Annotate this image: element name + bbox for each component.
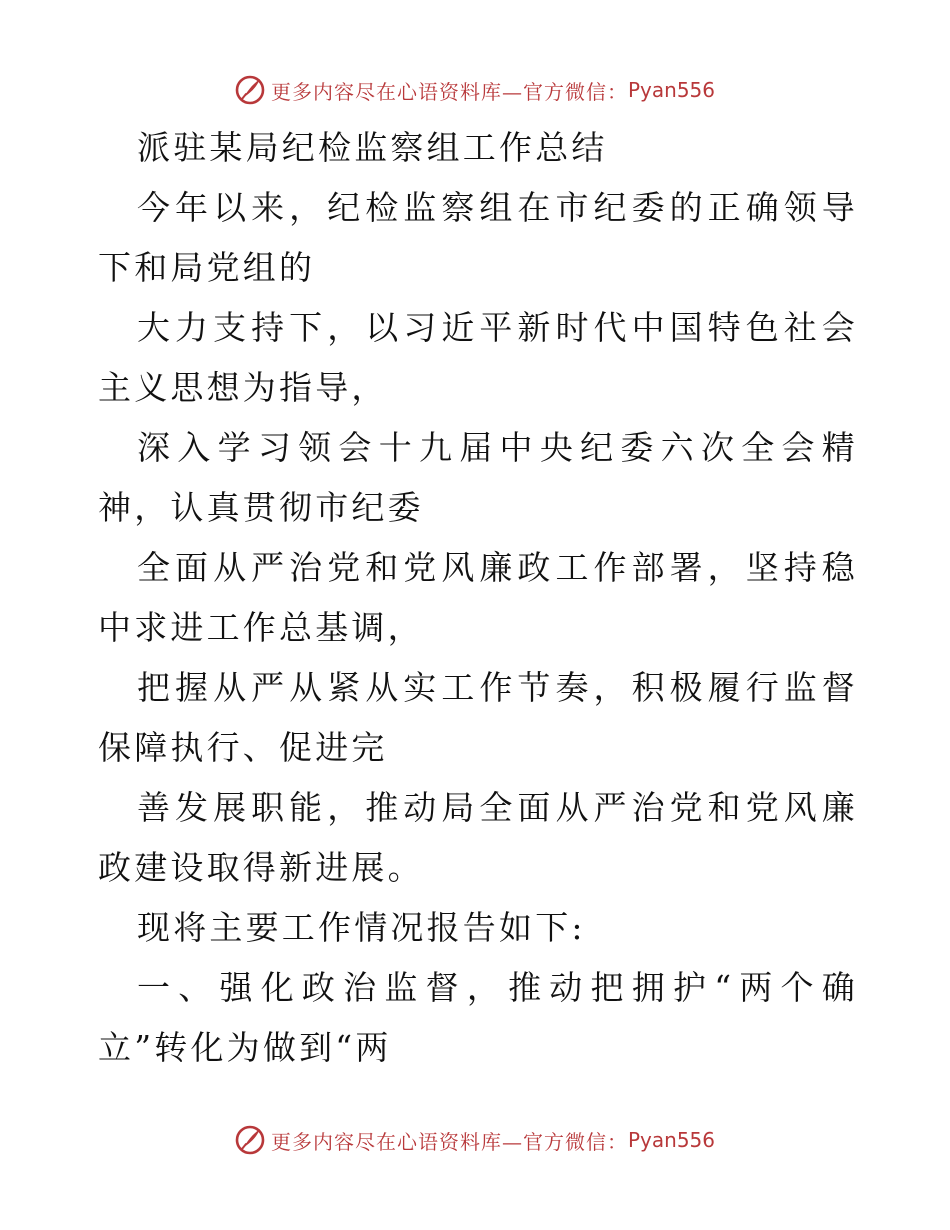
section-heading: 一、强化政治监督，推动把拥护“两个确立”转化为做到“两: [98, 968, 858, 1067]
banner-text: 更多内容尽在心语资料库—官方微信：: [270, 79, 628, 104]
paragraph: 深入学习领会十九届中央纪委六次全会精神，认真贯彻市纪委: [98, 428, 858, 527]
footer-watermark-banner: [0, 1120, 950, 1160]
paragraph: 大力支持下，以习近平新时代中国特色社会主义思想为指导，: [98, 308, 858, 407]
quill-pen-logo-icon: [235, 1125, 265, 1155]
paragraph: 全面从严治党和党风廉政工作部署，坚持稳中求进工作总基调，: [98, 548, 858, 647]
document-body: [98, 118, 858, 1078]
quill-pen-logo-icon: [235, 75, 265, 105]
header-watermark-banner: [0, 70, 950, 110]
paragraph: 把握从严从紧从实工作节奏，积极履行监督保障执行、促进完: [98, 668, 858, 767]
banner-wechat-id: Pyan556: [627, 1128, 715, 1152]
document-title: 派驻某局纪检监察组工作总结: [137, 128, 608, 167]
paragraph: 今年以来，纪检监察组在市纪委的正确领导下和局党组的: [98, 188, 858, 287]
paragraph: 善发展职能，推动局全面从严治党和党风廉政建设取得新进展。: [98, 788, 858, 887]
banner-wechat-id: Pyan556: [627, 78, 715, 102]
banner-text: 更多内容尽在心语资料库—官方微信：: [270, 1129, 628, 1154]
paragraph: 现将主要工作情况报告如下:: [137, 908, 586, 947]
